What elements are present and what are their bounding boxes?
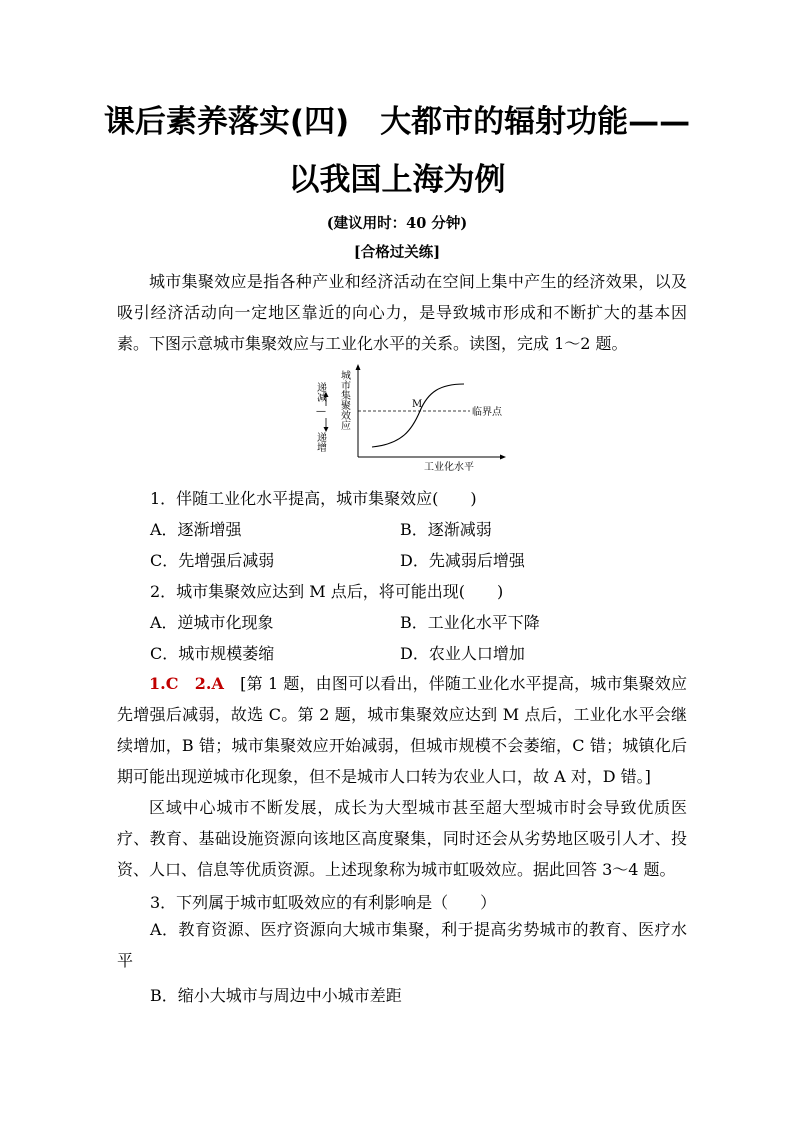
agglomeration-chart xyxy=(312,362,512,474)
page-title-line2: 以我国上海为例 xyxy=(288,162,506,198)
q3-stem: 3．下列属于城市虹吸效应的有利影响是（ ） xyxy=(150,893,497,912)
q1-option-b: B．逐渐减弱 xyxy=(400,520,492,539)
point-m-label: M xyxy=(412,399,423,410)
threshold-label: 临界点 xyxy=(472,407,502,418)
answer-1-2 xyxy=(117,668,687,792)
answer-explanation: [第 1 题，由图可以看出，伴随工业化水平提高，城市集聚效应先增强后减弱，故选 C。第 2 题，城市集聚效应达到 M 点后，工业化水平会继续增加，B 错；城市集聚效应开始减弱，但城市规模不会萎缩，C 错；城镇化后期可能出现逆城市化现象，但不是城市人口转为农业人口，故 A 对，D 错。] xyxy=(117,674,687,786)
q2-option-a: A．逆城市化现象 xyxy=(150,613,274,632)
y-bottom-label: 递增 xyxy=(314,432,326,452)
q1-option-a: A．逐渐增强 xyxy=(150,520,242,539)
q1-option-c: C．先增强后减弱 xyxy=(150,551,275,570)
passage-1: 城市集聚效应是指各种产业和经济活动在空间上集中产生的经济效果，以及吸引经济活动向一定地区靠近的向心力，是导致城市形成和不断扩大的基本因素。下图示意城市集聚效应与工业化水平的关系。读图，完成 1～2 题。 xyxy=(117,272,687,353)
section-heading: [合格过关练] xyxy=(353,244,441,261)
q2-stem: 2．城市集聚效应达到 M 点后，将可能出现( ) xyxy=(150,582,504,601)
x-axis-arrowhead xyxy=(500,455,506,460)
y-top-label: 递减 xyxy=(314,382,326,402)
q2-option-d: D．农业人口增加 xyxy=(400,644,525,663)
x-axis-title: 工业化水平 xyxy=(424,462,474,473)
y-axis-arrowhead xyxy=(356,364,361,370)
time-note: (建议用时：40 分钟) xyxy=(326,215,468,232)
y-axis-title: 城市集聚效应 xyxy=(338,370,350,430)
agglomeration-curve xyxy=(372,384,464,447)
q1-stem: 1．伴随工业化水平提高，城市集聚效应( ) xyxy=(150,489,477,508)
q3-option-a xyxy=(117,914,687,976)
passage-2: 区域中心城市不断发展，成长为大型城市甚至超大型城市时会导致优质医疗、教育、基础设施资源向该地区高度聚集，同时还会从劣势地区吸引人才、投资、人口、信息等优质资源。上述现象称为城市虹吸效应。据此回答 3～4 题。 xyxy=(117,798,687,879)
q2-option-b: B．工业化水平下降 xyxy=(400,613,540,632)
q2-option-c: C．城市规模萎缩 xyxy=(150,644,275,663)
q1-option-d: D．先减弱后增强 xyxy=(400,551,525,570)
q3-option-a-text: A．教育资源、医疗资源向大城市集聚，利于提高劣势城市的教育、医疗水平 xyxy=(117,920,687,970)
page-title-line1: 课后素养落实(四) 大都市的辐射功能—— xyxy=(103,104,691,140)
y-tick-dash: — xyxy=(316,406,326,417)
answer-key: 1.C 2.A xyxy=(149,674,224,693)
q3-option-b: B．缩小大城市与周边中小城市差距 xyxy=(150,986,402,1005)
